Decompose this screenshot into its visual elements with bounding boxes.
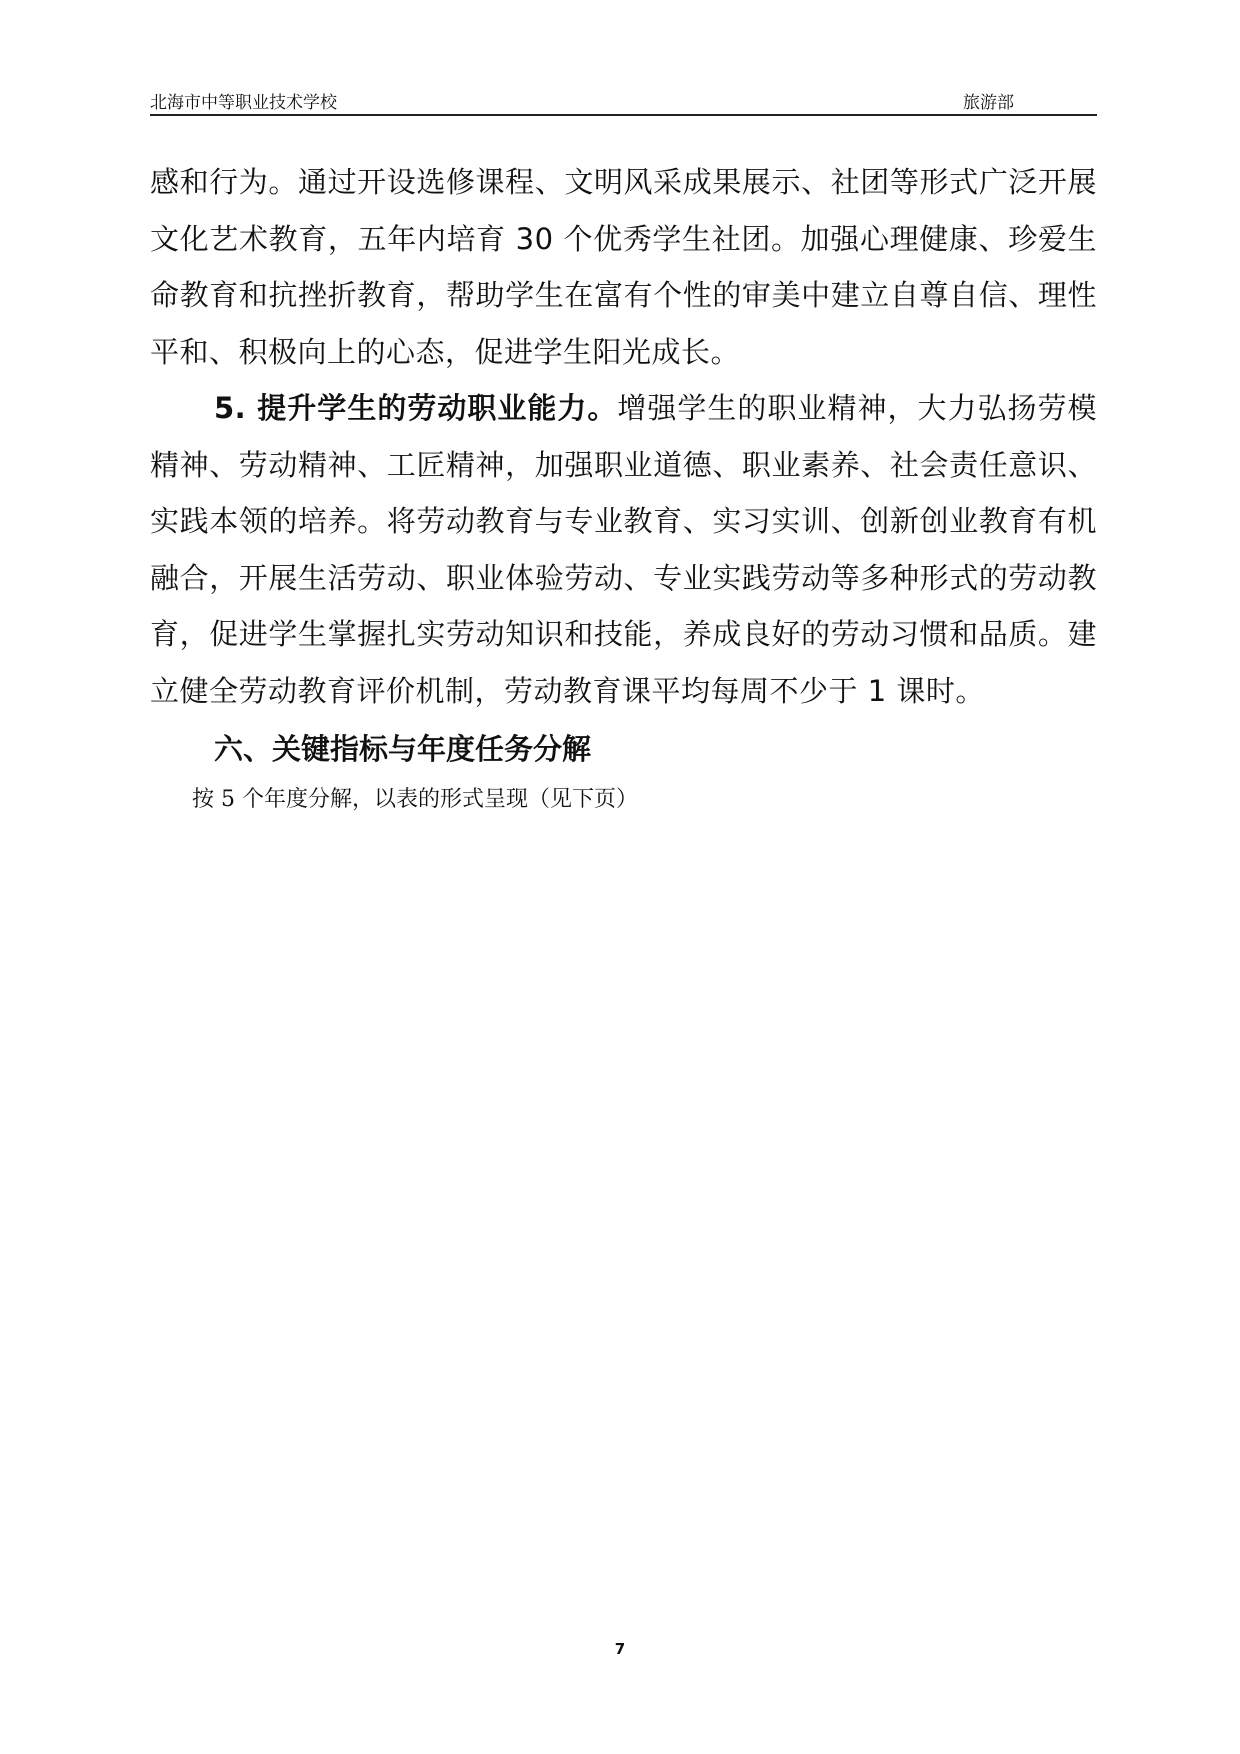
header-department: 旅游部 [963, 93, 1014, 113]
paragraph-labor-ability-text: 增强学生的职业精神，大力弘扬劳模精神、劳动精神、工匠精神，加强职业道德、职业素养、社会责任意识、实践本领的培养。将劳动教育与专业教育、实习实训、创新创业教育有机融合，开展生活劳动、职业体验劳动、专业实践劳动等多种形式的劳动教育，促进学生掌握扎实劳动知识和技能，养成良好的劳动习惯和品质。建立健全劳动教育评价机制，劳动教育课平均每周不少于 1 课时。 [150, 391, 1097, 708]
page-number: 7 [614, 1640, 626, 1658]
section-heading: 六、关键指标与年度任务分解 [214, 732, 592, 766]
paragraph-labor-ability-lead: 5. 提升学生的劳动职业能力。 [214, 391, 618, 425]
paragraph-labor-ability [150, 380, 1097, 719]
table-reference-note: 按 5 个年度分解，以表的形式呈现（见下页） [192, 787, 638, 812]
paragraph-art-education: 感和行为。通过开设选修课程、文明风采成果展示、社团等形式广泛开展文化艺术教育，五年内培育 30 个优秀学生社团。加强心理健康、珍爱生命教育和抗挫折教育，帮助学生在富有个性的审美中建立自尊自信、理性平和、积极向上的心态，促进学生阳光成长。 [150, 165, 1097, 369]
page-header [150, 86, 1097, 116]
page-content [150, 154, 1097, 817]
header-school-name: 北海市中等职业技术学校 [150, 93, 337, 113]
